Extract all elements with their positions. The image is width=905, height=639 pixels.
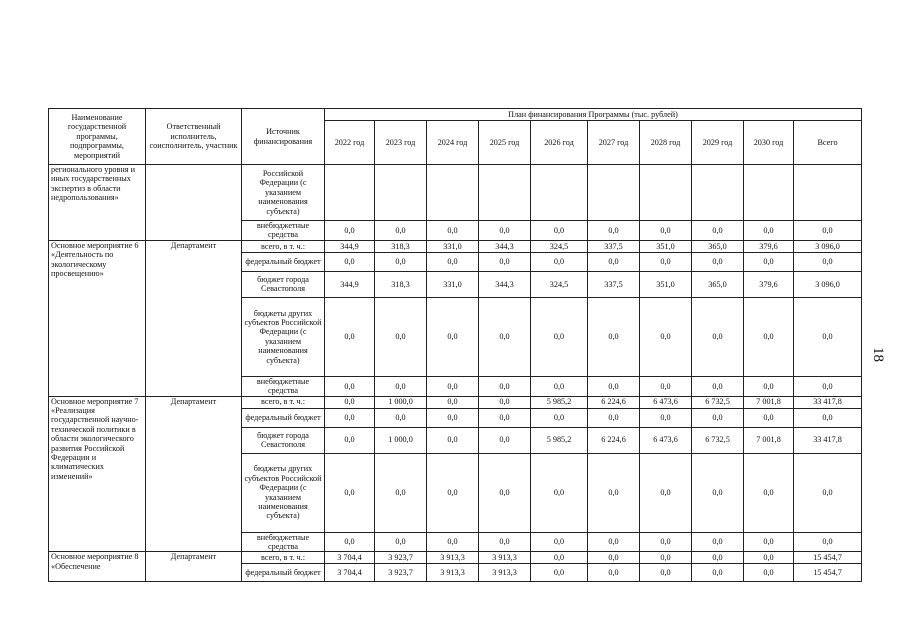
year-value: 0,0 [375, 252, 427, 271]
year-value: 0,0 [427, 376, 479, 396]
year-value: 365,0 [692, 240, 744, 252]
year-value [479, 165, 531, 221]
year-value: 331,0 [427, 271, 479, 297]
year-value: 0,0 [479, 453, 531, 532]
total-value: 33 417,8 [794, 396, 862, 408]
header-year: 2024 год [427, 121, 479, 165]
year-value: 0,0 [479, 297, 531, 376]
year-value: 0,0 [325, 408, 375, 427]
total-value: 33 417,8 [794, 427, 862, 453]
table-row [49, 240, 862, 252]
year-value: 0,0 [640, 564, 692, 582]
year-value [588, 165, 640, 221]
year-value: 0,0 [640, 532, 692, 552]
year-value: 0,0 [531, 221, 588, 241]
year-value: 0,0 [375, 221, 427, 241]
year-value: 365,0 [692, 271, 744, 297]
year-value: 0,0 [375, 453, 427, 532]
year-value: 0,0 [640, 552, 692, 564]
year-value: 0,0 [479, 221, 531, 241]
funding-source: бюджеты других субъектов Российской Федерации (с указанием наименования субъекта) [242, 453, 325, 532]
year-value: 0,0 [744, 453, 794, 532]
year-value: 3 923,7 [375, 552, 427, 564]
year-value: 5 985,2 [531, 427, 588, 453]
total-value: 15 454,7 [794, 552, 862, 564]
table-row [49, 552, 862, 564]
responsible-executor: Департамент [146, 240, 242, 396]
year-value: 3 913,3 [479, 552, 531, 564]
header-plan-title: План финансирования Программы (тыс. рублей) [325, 109, 862, 121]
year-value: 0,0 [375, 408, 427, 427]
header-year: 2022 год [325, 121, 375, 165]
year-value: 0,0 [427, 297, 479, 376]
measure-name: Основное мероприятие 6 «Деятельность по экологическому просвещению» [49, 240, 146, 396]
year-value: 0,0 [325, 453, 375, 532]
year-value: 318,3 [375, 240, 427, 252]
funding-source: всего, в т. ч.: [242, 240, 325, 252]
header-year: 2025 год [479, 121, 531, 165]
header-responsible: Ответственный исполнитель, соисполнитель, участник [146, 109, 242, 165]
year-value: 379,6 [744, 240, 794, 252]
year-value: 0,0 [375, 376, 427, 396]
header-year: 2030 год [744, 121, 794, 165]
year-value: 0,0 [588, 408, 640, 427]
year-value: 0,0 [744, 564, 794, 582]
year-value: 0,0 [479, 427, 531, 453]
total-value: 0,0 [794, 221, 862, 241]
measure-name: Основное мероприятие 8 «Обеспечение [49, 552, 146, 582]
total-value [794, 165, 862, 221]
year-value: 0,0 [479, 376, 531, 396]
year-value: 324,5 [531, 271, 588, 297]
year-value: 0,0 [531, 252, 588, 271]
total-value: 0,0 [794, 376, 862, 396]
measure-name: Основное мероприятие 7 «Реализация государственной научно-технической политики в области экологического развития Российской Федерации и климатических изменений» [49, 396, 146, 552]
year-value: 6 732,5 [692, 396, 744, 408]
year-value: 6 224,6 [588, 396, 640, 408]
header-name: Наименование государственной программы, подпрограммы, мероприятий [49, 109, 146, 165]
year-value: 1 000,0 [375, 396, 427, 408]
year-value: 0,0 [427, 396, 479, 408]
year-value: 0,0 [588, 453, 640, 532]
year-value: 0,0 [375, 532, 427, 552]
funding-source: бюджет города Севастополя [242, 427, 325, 453]
year-value: 0,0 [640, 453, 692, 532]
year-value: 0,0 [744, 221, 794, 241]
year-value: 0,0 [427, 453, 479, 532]
year-value: 6 732,5 [692, 427, 744, 453]
year-value: 344,9 [325, 271, 375, 297]
year-value: 0,0 [427, 427, 479, 453]
responsible-executor [146, 165, 242, 241]
funding-source: бюджеты других субъектов Российской Федерации (с указанием наименования субъекта) [242, 297, 325, 376]
year-value: 3 913,3 [479, 564, 531, 582]
year-value: 0,0 [531, 552, 588, 564]
year-value: 0,0 [325, 221, 375, 241]
total-value: 15 454,7 [794, 564, 862, 582]
year-value: 0,0 [692, 221, 744, 241]
year-value: 0,0 [692, 376, 744, 396]
year-value: 0,0 [375, 297, 427, 376]
year-value: 0,0 [325, 427, 375, 453]
year-value: 0,0 [744, 376, 794, 396]
year-value: 0,0 [325, 532, 375, 552]
measure-name: регионального уровня и иных государственных экспертиз в области недропользования» [49, 165, 146, 241]
total-value: 0,0 [794, 297, 862, 376]
year-value: 318,3 [375, 271, 427, 297]
year-value: 0,0 [744, 532, 794, 552]
year-value: 0,0 [640, 408, 692, 427]
year-value: 5 985,2 [531, 396, 588, 408]
year-value: 0,0 [479, 252, 531, 271]
funding-source: Российской Федерации (с указанием наименования субъекта) [242, 165, 325, 221]
year-value: 351,0 [640, 240, 692, 252]
header-year: Всего [794, 121, 862, 165]
year-value: 0,0 [692, 297, 744, 376]
total-value: 0,0 [794, 453, 862, 532]
year-value [692, 165, 744, 221]
year-value: 0,0 [692, 453, 744, 532]
year-value [375, 165, 427, 221]
funding-source: федеральный бюджет [242, 408, 325, 427]
year-value: 0,0 [479, 408, 531, 427]
year-value: 6 473,6 [640, 396, 692, 408]
year-value [640, 165, 692, 221]
header-year: 2028 год [640, 121, 692, 165]
funding-source: внебюджетные средства [242, 221, 325, 241]
year-value: 0,0 [588, 552, 640, 564]
year-value: 0,0 [692, 552, 744, 564]
year-value: 0,0 [588, 376, 640, 396]
year-value: 0,0 [744, 252, 794, 271]
year-value: 0,0 [640, 252, 692, 271]
funding-source: внебюджетные средства [242, 532, 325, 552]
year-value: 0,0 [692, 564, 744, 582]
year-value: 0,0 [692, 252, 744, 271]
funding-source: всего, в т. ч.: [242, 396, 325, 408]
funding-source: федеральный бюджет [242, 564, 325, 582]
year-value: 0,0 [325, 252, 375, 271]
year-value: 0,0 [479, 532, 531, 552]
year-value [531, 165, 588, 221]
total-value: 0,0 [794, 252, 862, 271]
year-value: 0,0 [640, 297, 692, 376]
table-body [49, 165, 862, 582]
year-value: 344,9 [325, 240, 375, 252]
year-value: 0,0 [531, 564, 588, 582]
year-value: 0,0 [531, 297, 588, 376]
header-year: 2023 год [375, 121, 427, 165]
year-value: 0,0 [692, 532, 744, 552]
funding-source: внебюджетные средства [242, 376, 325, 396]
responsible-executor: Департамент [146, 552, 242, 582]
year-value: 0,0 [427, 408, 479, 427]
table-row [49, 165, 862, 221]
total-value: 0,0 [794, 532, 862, 552]
year-value: 351,0 [640, 271, 692, 297]
year-value: 0,0 [325, 396, 375, 408]
year-value: 0,0 [692, 408, 744, 427]
year-value: 0,0 [531, 376, 588, 396]
year-value: 0,0 [588, 564, 640, 582]
year-value: 324,5 [531, 240, 588, 252]
year-value: 3 923,7 [375, 564, 427, 582]
year-value: 344,3 [479, 240, 531, 252]
year-value: 337,5 [588, 240, 640, 252]
year-value: 1 000,0 [375, 427, 427, 453]
year-value: 7 001,8 [744, 427, 794, 453]
year-value: 6 224,6 [588, 427, 640, 453]
total-value: 0,0 [794, 408, 862, 427]
year-value: 3 913,3 [427, 564, 479, 582]
year-value: 0,0 [588, 252, 640, 271]
header-source: Источник финансирования [242, 109, 325, 165]
year-value: 0,0 [531, 532, 588, 552]
header-year: 2029 год [692, 121, 744, 165]
header-year: 2027 год [588, 121, 640, 165]
year-value: 0,0 [531, 453, 588, 532]
year-value [744, 165, 794, 221]
year-value: 0,0 [427, 221, 479, 241]
table-row [49, 396, 862, 408]
financing-table [48, 108, 862, 582]
year-value: 0,0 [479, 396, 531, 408]
year-value [427, 165, 479, 221]
table-header [49, 109, 862, 165]
year-value: 0,0 [744, 297, 794, 376]
year-value: 0,0 [588, 297, 640, 376]
year-value: 0,0 [588, 221, 640, 241]
year-value: 7 001,8 [744, 396, 794, 408]
year-value: 0,0 [531, 408, 588, 427]
year-value: 379,6 [744, 271, 794, 297]
year-value: 0,0 [744, 408, 794, 427]
year-value: 0,0 [744, 552, 794, 564]
funding-source: федеральный бюджет [242, 252, 325, 271]
year-value: 337,5 [588, 271, 640, 297]
year-value: 3 704,4 [325, 564, 375, 582]
year-value [325, 165, 375, 221]
year-value: 3 913,3 [427, 552, 479, 564]
year-value: 3 704,4 [325, 552, 375, 564]
year-value: 0,0 [588, 532, 640, 552]
year-value: 0,0 [640, 376, 692, 396]
total-value: 3 096,0 [794, 271, 862, 297]
year-value: 6 473,6 [640, 427, 692, 453]
funding-source: бюджет города Севастополя [242, 271, 325, 297]
year-value: 0,0 [427, 252, 479, 271]
year-value: 0,0 [640, 221, 692, 241]
year-value: 0,0 [325, 376, 375, 396]
year-value: 331,0 [427, 240, 479, 252]
year-value: 0,0 [427, 532, 479, 552]
header-year: 2026 год [531, 121, 588, 165]
page-number: 18 [870, 347, 886, 362]
total-value: 3 096,0 [794, 240, 862, 252]
year-value: 344,3 [479, 271, 531, 297]
funding-source: всего, в т. ч.: [242, 552, 325, 564]
responsible-executor: Департамент [146, 396, 242, 552]
year-value: 0,0 [325, 297, 375, 376]
